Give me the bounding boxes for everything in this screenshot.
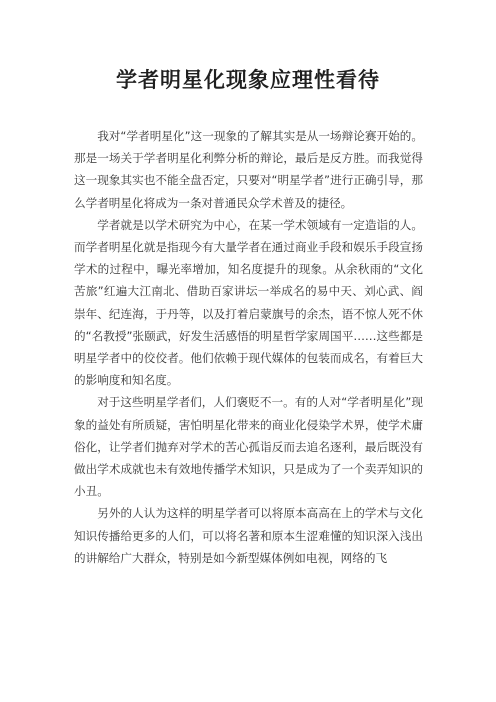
paragraph-2: 学者就是以学术研究为中心，在某一学术领域有一定造诣的人。而学者明星化就是指现今有大量学者在通过商业手段和娱乐手段宣扬学术的过程中，曝光率增加，知名度提升的现象。从余秋雨的“文化苦旅”红遍大江南北、借助百家讲坛一举成名的易中天、刘心武、阎崇年、纪连海，于丹等，以及打着启蒙旗号的余杰，语不惊人死不休的“名教授”张颐武，好发生活感悟的明星哲学家周国平……这些都是明星学者中的佼佼者。他们依赖于现代媒体的包装而成名，有着巨大的影响度和知名度。 <box>74 217 423 388</box>
paragraph-1: 我对“学者明星化”这一现象的了解其实是从一场辩论赛开始的。那是一场关于学者明星化利弊分析的辩论，最后是反方胜。而我觉得这一现象其实也不能全盘否定，只要对“明星学者”进行正确引导，那么学者明星化将成为一条对普通民众学术普及的捷径。 <box>74 129 423 210</box>
paragraph-3: 对于这些明星学者们，人们褒贬不一。有的人对“学者明星化”现象的益处有所质疑，害怕明星化带来的商业化侵染学术界，使学术庸俗化，让学者们抛弃对学术的苦心孤诣反而去追名逐利，最后既没有做出学术成就也未有效地传播学术知识，只是成为了一个卖弄知识的小丑。 <box>74 395 423 499</box>
document-title: 学者明星化现象应理性看待 <box>116 68 380 92</box>
document-body <box>74 125 423 569</box>
paragraph-4: 另外的人认为这样的明星学者可以将原本高高在上的学术与文化知识传播给更多的人们，可以将名著和原本生涩难懂的知识深入浅出的讲解给广大群众，特别是如今新型媒体例如电视，网络的飞 <box>74 506 423 565</box>
